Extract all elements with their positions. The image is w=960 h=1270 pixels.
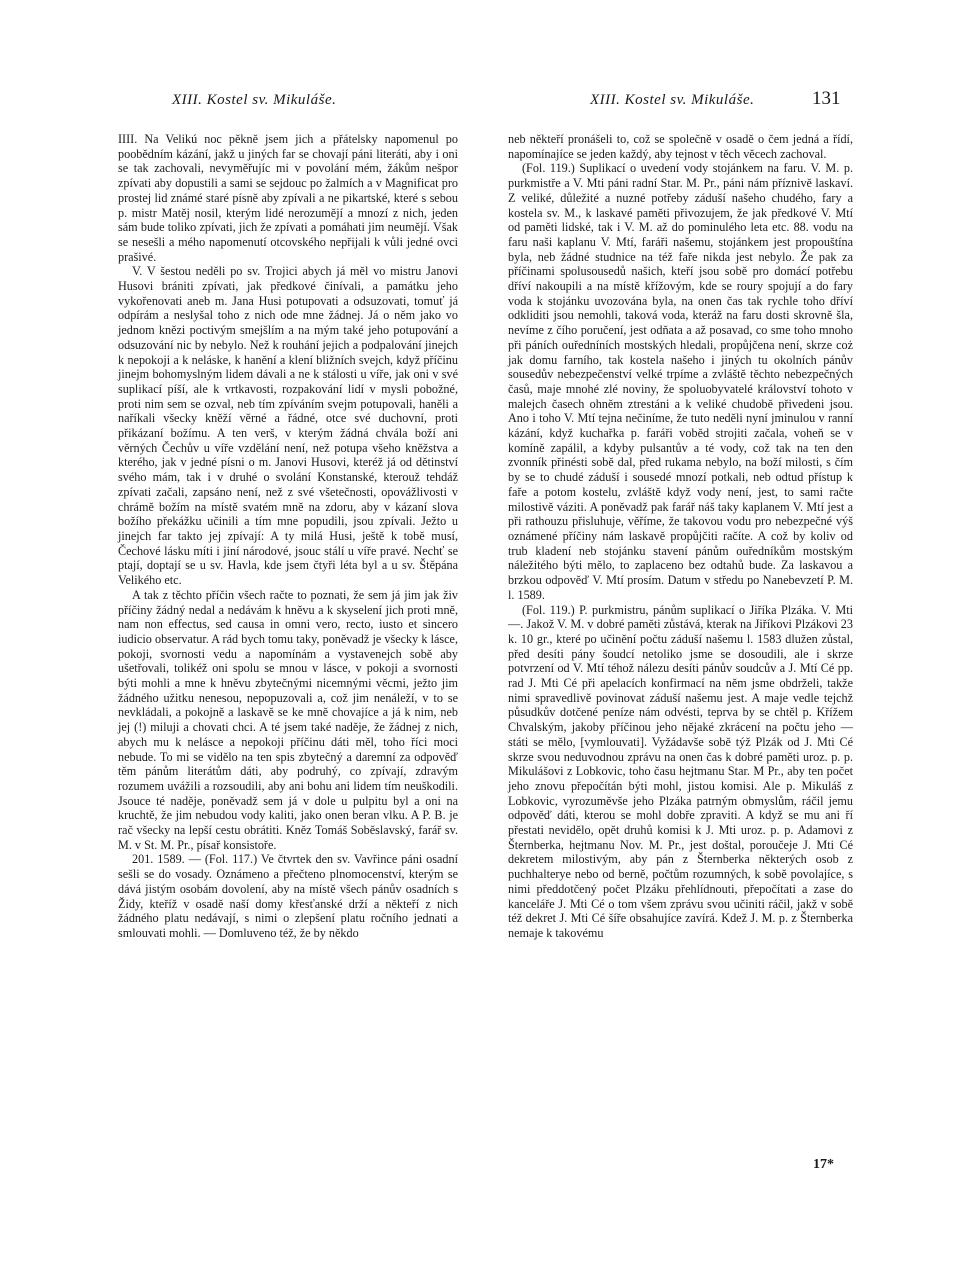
paragraph: neb někteří pronášeli to, což se společně v osadě o čem jedná a řídí, napomínajíce se jeden každý, aby tejnost v těch věcech zachoval. [508,132,853,161]
paragraph: V. V šestou neděli po sv. Trojici abych já měl vo mistru Janovi Husovi brániti zpívati, jak předkové činívali, a památku jeho vykořenovati aneb m. Jana Husi potupovati a odsuzovati, tomuť já odpírám a neslyšal toho z nich ode mne žádnej. Já o něm jako vo jednom knězi poctivým smejšlím a na mým také jeho potupování a odsuzování nic by nebylo. Než k rouhání jejich a podpalování jinejch k nepokoji a k neláske, k hanění a klení bližních svejch, když příčinu jinejm bohomyslným lidem dávali a ne k stálosti u víře, jak oni v své suplikací píší, ale k vrtkavosti, rozpakování lidí v mysli pobožné, proti nim sem se ozval, neb tím zpíváním svejm potupovali, haněli a naříkali všecky kněží věrné a řádné, otce své duchovní, proti přikázaní božímu. A ten verš, v kterým žádná chvála boží ani věrných Čechův u víře vzdělání není, než potupa všeho kněžstva a kterého, jak v jedné písni o m. Janovi Husovi, kteréž já od dětinství svého mám, tak i v druhé o svolání Konstanské, kterouž tehdáž zpívati začali, zapsáno není, než z své všetečnosti, opovážlivosti v chrámě božím na místě svatém mně na zdoru, aby v kázaní slova božího překážku učinili a tím mne popudili, jsou zpívali. Ježto u jinejch far takto jej zpívají: A ty milá Husi, ještě k tobě musí, Čechové lásku míti i jiní národové, jsouc stálí u víře pravé. Nechť se ptají, doptají se u sv. Havla, kde jsem čtyři léta byl a u sv. Štěpána Velikého etc. [118,264,458,588]
left-column [118,132,458,941]
paragraph: (Fol. 119.) Suplikací o uvedení vody stojánkem na faru. V. M. p. purkmistře a V. Mti páni radní Star. M. Pr., páni nám příznivě laskaví. Z veliké, důležité a nuzné potřeby záduší našeho chudého, fary a kostela sv. M., k laskavé paměti přivozujem, že jak předkové V. Mtí od paměti lidské, tak i V. M. až do pominulého leta etc. 88. vodu na faru naši kaplanu V. Mtí, faráři našemu, stojánkem jest propouštína byla, neb žádné studnice na též faře nikda jest nebylo. Že pak za příčinami spolusousedů našich, kteří jsou sobě pro domácí potřebu dříví nakoupili a na místě křížovým, kde se roury spojují a do fary voda k stojánku uvozována byla, na onen čas tak rychle toho dříví odkliditi jsou nemohli, taková voda, kteráž na faru dosti skrovně šla, nevíme z čího poručení, jest odňata a až posavad, co sme toho mnoho při páních ouředníních mostských hledali, propůjčena není, skrze coż jak domu farního, tak kostela našeho i jiných tu okolních pánův sousedův nebezpečenství velké trpíme a zvláště těchto nebezpečných časů, maje mnohé zlé noviny, že spoluobyvatelé království tohoto v malejch časech ohněm ztrestáni a k veliké chudobě přivedeni jsou. Ano i toho V. Mtí tejna nečiníme, že tuto neděli nyní jminulou v ranní kázání, když kuchařka p. faráři voběd strojiti začala, voheň se v komíně zapálil, a kdyby pulsantův a té vody, což tak na ten den zvonník přinésti sobě dal, před rukama nebylo, na boží milosti, s čím by se to chudé záduší i sousedé mnozí potkali, neb odtud přístup k faře a potom kostelu, zvláště když vody není, jest, to sami račte milostivě váziti. A poněvadž pak farář náš taky kaplanem V. Mtí jest a při rathouzu přisluhuje, věříme, že takovou vodu pro nebezpečné výš oznámené příčiny nám laskavě propůjčiti račíte. A což by koliv od trub kladení neb stojánku stavení pánům ouředníkům mostským náležitého býti mělo, to zaplaceno bez odtahů bude. Za laskavou a brzkou odpověď V. Mtí prosím. Datum v středu po Nanebevzetí P. M. l. 1589. [508,161,853,602]
paragraph: 201. 1589. — (Fol. 117.) Ve čtvrtek den sv. Vavřince páni osadní sešli se do vosady. Oznámeno a přečteno plnomocenství, kterým se dává jistým osobám dovolení, aby na místě všech pánův osadních s Židy, kteříž v osadě naší domy křesťanské drží a někteří z nich žádného platu nedávají, s nimi o zlepšení platu ročního jednati a smlouvati mohli. — Domluveno též, že by někdo [118,852,458,940]
running-head-right: XIII. Kostel sv. Mikuláše. [590,92,755,108]
paragraph: A tak z těchto příčin všech račte to poznati, že sem já jim jak živ příčiny žádný nedal a nedávám k hněvu a k skyselení jich proti mně, nam non effectus, sed causa in omni vero, recto, iusto et sincero iudicio observatur. A rád bych tomu taky, poněvadž je všecky k lásce, pokoji, svornosti vedu a napomínám a vystavenejch sobě aby ušetřovali, tolikéž oni spolu se mnou v lásce, v pokoji a svornosti býti mohli a mne k hněvu zbytečnými nicemnými věcmi, ježto jim žádného užitku nenesou, nepopuzovali a, což jim nenáleží, v to se nevkládali, a pokojně a laskavě se ke mně chovajíce a já k nim, neb jej (!) miluji a chovati chci. A té jsem také naděje, že žádnej z nich, abych mu k nelásce a nepokoji příčinu dáti měl, toho říci moci nebude. To mi se vidělo na ten spis zbytečný a daremní za odpověď těm pánům literátům dáti, aby podruhý, co zpívají, zdravým rozumem uvážili a rozsoudili, aby ani bohu ani lidem tím neuškodili. Jsouce té naděje, poněvadž sem já v dole u pulpitu byl a oni na kruchtě, že jim nebudou vody kaliti, jako onen beran vlku. A P. B. je rač všecky na lepší cestu obrátiti. Kněz Tomáš Soběslavský, farář sv. M. v St. M. Pr., písař konsistoře. [118,587,458,852]
signature-mark: 17* [813,1157,834,1172]
right-column [508,132,853,941]
page-number: 131 [812,88,841,109]
paragraph: IIII. Na Velikú noc pěkně jsem jich a přátelsky napomenul po poobědním kázání, jakž u jiných far se chovají páni literáti, aby i oni se tak zachovali, nevyměřujíc mi v povolání mém, žákům nešpor zpívati aby dopustili a sami se sejdouc po žalmích a v Magnificat pro prostej lid známé staré písně aby zpívali a ne pikartské, které s sebou p. mistr Matěj nosil, kterým lidé nerozumějí a mnozí z nich, jeden sám bude toliko zpívati, jich že zpívati a pomáhati jim neumějí. Však se nesešli a mého napomenutí otcovského nepřijali k vůli jedné ovci prašivé. [118,132,458,264]
paragraph: (Fol. 119.) P. purkmistru, pánům suplikací o Jiříka Plzáka. V. Mti —. Jakož V. M. v dobré paměti zůstává, kterak na Jiříkovi Plzákovi 23 k. 10 gr., které po učinění počtu záduší našemu l. 1583 dlužen zůstal, před desíti pány šoudcí netoliko jsme se dosoudili, ale i skrze potvrzení od V. Mtí téhož nálezu desíti pánův soudcův a J. Mtí Cé pp. rad J. Mti Cé při apelacích konfirmací na něm jsme obdrželi, takže nimi spravedlivě povinovat záduší našemu jest. A maje vedle tejchž půsudkův dotčené peníze nám odvésti, teprva by se chtěl p. Křížem Chvalským, jakoby příčinou jeho nějaké zkrácení na počtu jeho — státi se mělo, [vymlouvati]. Vyžádavše sobě týž Plzák od J. Mti Cé skrze svou neduvodnou zprávu na onen čas k dobré paměti uroz. p. p. Mikulášovi z Lobkovic, toho času hejtmanu Star. M Pr., aby ten počet jeho znovu přepočítán býti mohl, jistou komisi. Ale p. Mikuláš z Lobkovic, vyrozuměvše jeho Plzáka patrným obmyslům, ráčil jemu odpověď dáti, kterou se mohl dobře zpraviti. A když se mu ani ří přestati nevidělo, opět druhů komisi k J. Mti uroz. p. p. Adamovi z Šternberka, hejtmanu Nov. M. Pr., jest doštal, poroučeje J. Mti Cé dekretem milostivým, aby pán z Šternberka některých osob z puchhalterye nebo od berně, počtům rozumných, k sobě povolajíce, s nimi předdotčený počet Plzáku přehlídnouti, přepočítati a zase do kanceláře J. Mti Cé o tom všem zprávu svou učiniti ráčil, jakž v sobě též dekret J. Mti Cé šíře obsahujíce zavírá. Kdež J. M. p. z Šternberka nemaje k takovému [508,602,853,940]
running-head-left: XIII. Kostel sv. Mikuláše. [172,92,337,108]
